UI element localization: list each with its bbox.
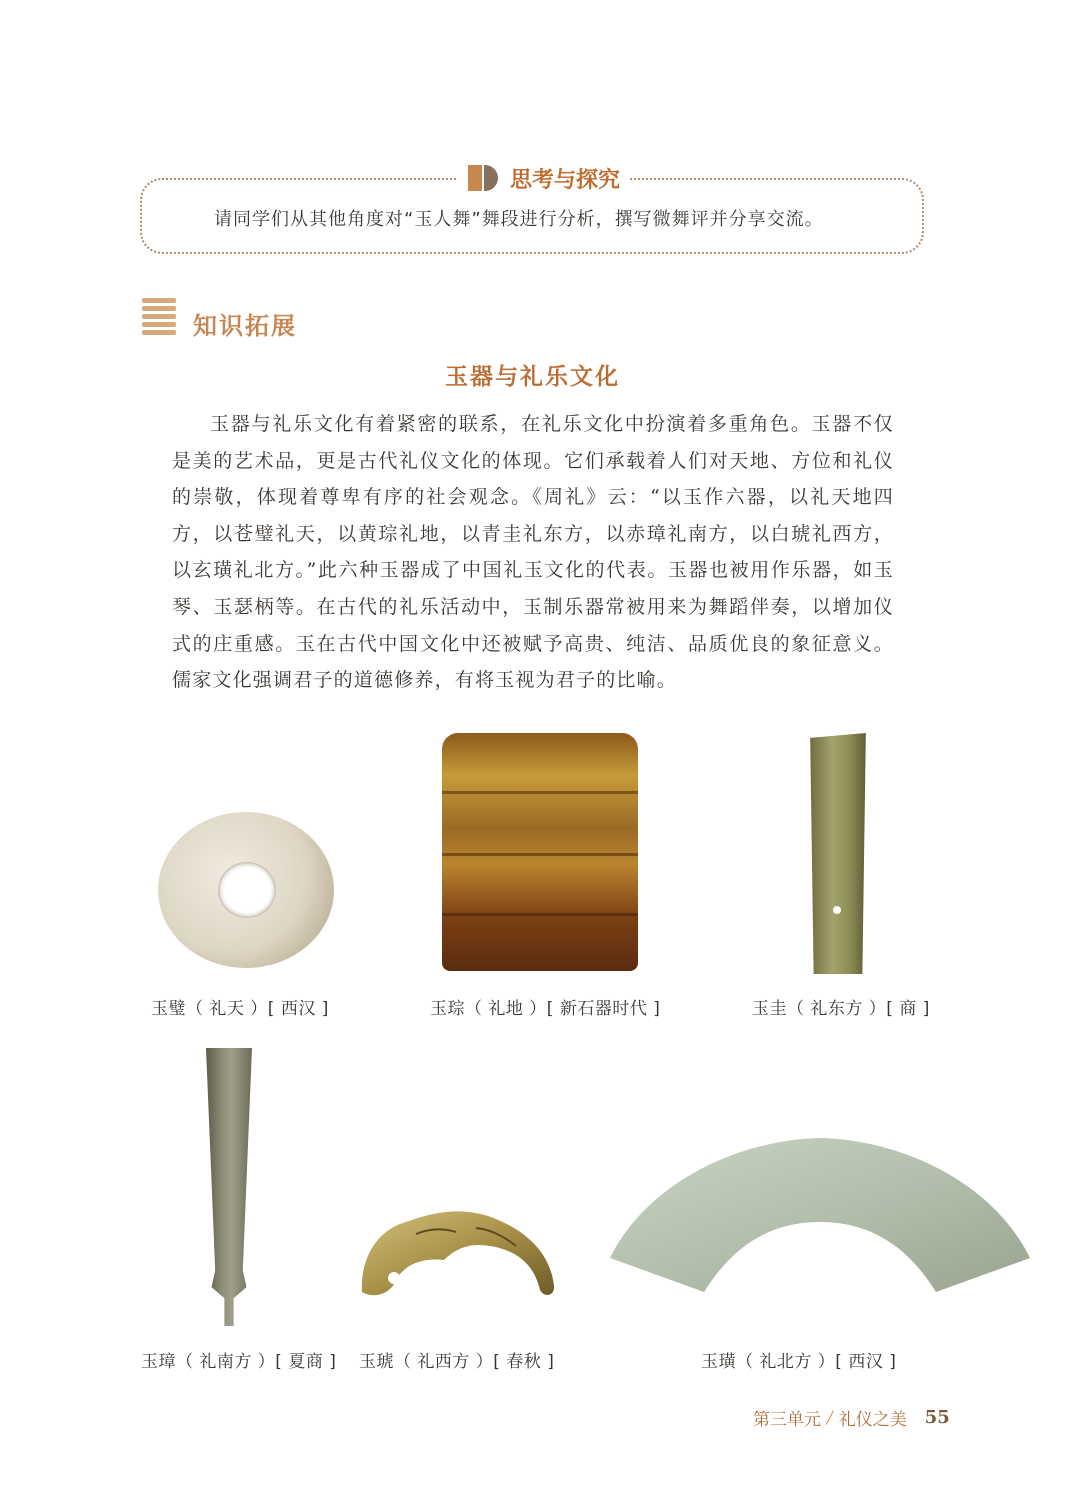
jade-gui-image bbox=[809, 733, 867, 974]
jade-gui-caption: 玉圭（ 礼东方 ）[ 商 ] bbox=[752, 999, 930, 1019]
jade-cong-image bbox=[442, 733, 638, 971]
jade-huang-caption: 玉璜（ 礼北方 ）[ 西汉 ] bbox=[701, 1352, 897, 1372]
book-icon bbox=[468, 163, 502, 193]
footer-section: 礼仪之美 bbox=[838, 1410, 907, 1430]
jade-hu-caption: 玉琥（ 礼西方 ）[ 春秋 ] bbox=[359, 1352, 555, 1372]
page-footer bbox=[753, 1405, 950, 1430]
article-paragraph: 玉器与礼乐文化有着紧密的联系，在礼乐文化中扮演着多重角色。玉器不仅是美的艺术品，更是古代礼仪文化的体现。它们承载着人们对天地、方位和礼仪的崇敬，体现着尊卑有序的社会观念。《周礼》云：“以玉作六器，以礼天地四方，以苍璧礼天，以黄琮礼地，以青圭礼东方，以赤璋礼南方，以白琥礼西方，以玄璜礼北方。”此六种玉器成了中国礼玉文化的代表。玉器也被用作乐器，如玉琴、玉瑟柄等。在古代的礼乐活动中，玉制乐器常被用来为舞蹈伴奏，以增加仪式的庄重感。玉在古代中国文化中还被赋予高贵、纯洁、品质优良的象征意义。儒家文化强调君子的道德修养，有将玉视为君子的比喻。 bbox=[172, 413, 894, 692]
jade-cong-caption: 玉琮（ 礼地 ）[ 新石器时代 ] bbox=[430, 999, 661, 1019]
knowledge-section-title: 知识拓展 bbox=[193, 312, 297, 340]
jade-huang-image bbox=[606, 1134, 1034, 1294]
jade-zhang-caption: 玉璋（ 礼南方 ）[ 夏商 ] bbox=[141, 1352, 337, 1372]
jade-bi-image bbox=[158, 812, 334, 968]
stacked-books-icon bbox=[142, 296, 176, 338]
jade-zhang-image bbox=[206, 1048, 252, 1326]
article-title: 玉器与礼乐文化 bbox=[445, 363, 620, 390]
think-explore-header bbox=[458, 160, 630, 196]
footer-unit: 第三单元 bbox=[753, 1410, 821, 1430]
think-explore-title: 思考与探究 bbox=[510, 167, 621, 193]
article-body bbox=[172, 406, 894, 699]
jade-bi-caption: 玉璧（ 礼天 ）[ 西汉 ] bbox=[151, 999, 329, 1019]
page-number: 55 bbox=[924, 1407, 950, 1428]
think-explore-text: 请同学们从其他角度对“玉人舞”舞段进行分析，撰写微舞评并分享交流。 bbox=[214, 209, 824, 230]
jade-hu-image bbox=[356, 1200, 559, 1304]
footer-divider-icon: ∕ bbox=[827, 1407, 833, 1428]
